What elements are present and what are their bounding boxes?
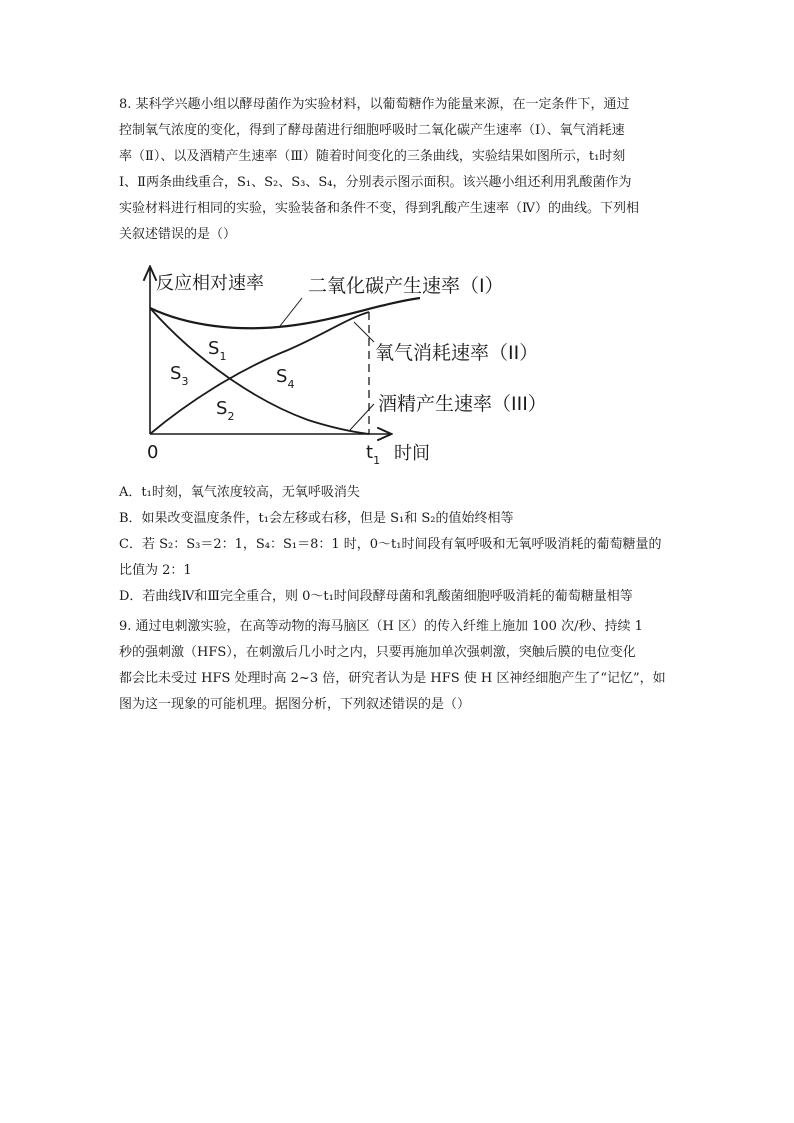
curve-co2-rate	[150, 298, 420, 328]
area-s2-label: $S_2$	[216, 398, 235, 423]
curve-o2-rate	[150, 312, 369, 434]
option-c[interactable]: C．若 S₂：S₃＝2：1，S₄：S₁＝8：1 时，0～t₁时间段有氧呼吸和无氧呼吸消耗的葡萄糖量的	[119, 537, 662, 552]
q9-line: 9. 通过电刺激实验，在高等动物的海马脑区（H 区）的传入纤维上施加 100 次/秒、持续 1	[119, 619, 643, 634]
option-d[interactable]: D．若曲线Ⅳ和Ⅲ完全重合，则 0～t₁时间段酵母菌和乳酸菌细胞呼吸消耗的葡萄糖量相等	[119, 589, 633, 604]
question-8-stem	[119, 92, 679, 248]
area-s4-label: $S_4$	[276, 366, 295, 391]
question-9-stem	[119, 614, 679, 718]
y-axis-label: 反应相对速率	[156, 273, 264, 294]
area-s1-label: $S_1$	[208, 338, 227, 363]
q8-line: 率（Ⅱ）、以及酒精产生速率（Ⅲ）随着时间变化的三条曲线，实验结果如图所示，t₁时刻	[119, 149, 626, 164]
area-s3-label: $S_3$	[170, 363, 189, 388]
o2-rate-label: 氧气消耗速率（II）	[375, 342, 539, 364]
q8-line: Ⅰ、Ⅱ两条曲线重合，S₁、S₂、S₃、S₄，分别表示图示面积。该兴趣小组还利用乳酸菌作为	[119, 175, 632, 190]
q8-line: 关叙述错误的是（）	[119, 227, 237, 242]
o2-label-leader	[354, 322, 374, 342]
rate-curves-figure	[128, 262, 588, 472]
t1-label: $t_1$	[366, 442, 381, 467]
q9-line: 秒的强刺激（HFS），在刺激后几小时之内，只要再施加单次强刺激，突触后膜的电位变化	[119, 645, 636, 660]
alcohol-rate-label: 酒精产生速率（III）	[378, 393, 547, 415]
option-c-continued: 比值为 2：1	[119, 563, 192, 578]
alcohol-label-leader	[350, 404, 374, 430]
q8-line: 8. 某科学兴趣小组以酵母菌作为实验材料，以葡萄糖作为能量来源，在一定条件下，通过	[119, 97, 630, 112]
origin-label: 0	[147, 442, 159, 463]
co2-rate-label: 二氧化碳产生速率（I）	[308, 275, 504, 297]
q8-line: 实验材料进行相同的实验，实验装备和条件不变，得到乳酸产生速率（Ⅳ）的曲线。下列相	[119, 201, 639, 216]
question-8-options	[119, 480, 679, 610]
option-b[interactable]: B．如果改变温度条件，t₁会左移或右移，但是 S₁和 S₂的值始终相等	[119, 511, 514, 526]
q9-line: 图为这一现象的可能机理。据图分析，下列叙述错误的是（）	[119, 697, 471, 712]
q8-line: 控制氧气浓度的变化，得到了酵母菌进行细胞呼吸时二氧化碳产生速率（Ⅰ）、氧气消耗速	[119, 123, 625, 138]
q9-line: 都会比未受过 HFS 处理时高 2~3 倍，研究者认为是 HFS 使 H 区神经细胞产生了“记忆”，如	[119, 671, 666, 686]
option-a[interactable]: A．t₁时刻，氧气浓度较高，无氧呼吸消失	[119, 485, 360, 500]
x-axis-label: 时间	[394, 443, 430, 464]
co2-label-leader	[280, 298, 302, 326]
